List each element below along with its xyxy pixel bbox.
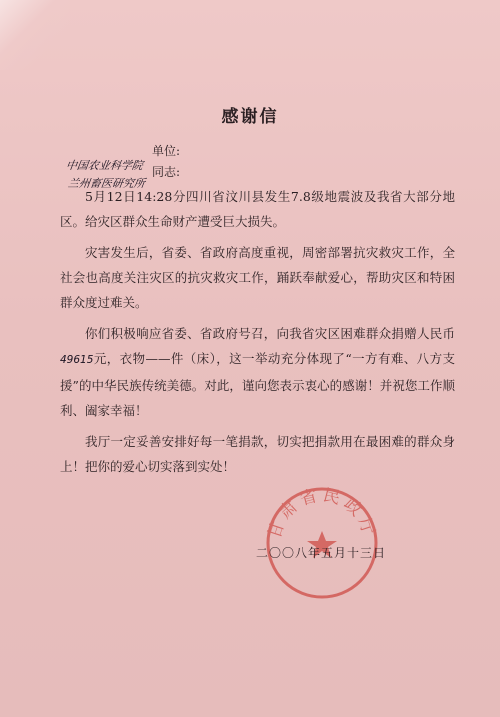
unit-label: 单位:: [152, 144, 181, 158]
paper-fold-corner: [0, 0, 70, 70]
paragraph-earthquake: 5月12日14:28分四川省汶川县发生7.8级地震波及我省大部分地区。给灾区群众生命财产遭受巨大损失。: [60, 189, 455, 229]
donation-amount: 49615: [60, 354, 94, 366]
official-seal: [262, 483, 382, 603]
letter-title: 感谢信: [221, 107, 279, 127]
comrade-label: 同志:: [152, 165, 181, 179]
donation-text-after: 元，衣物——件（床），这一举动充分体现了“一方有难、八方支援”的中华民族传统美德。对此，谨向您表示衷心的感谢！并祝您工作顺利、阖家幸福！: [60, 351, 455, 418]
recipient-handwriting-line2: 兰州畜医研究所: [67, 177, 146, 190]
seal-text: 甘肃省民政厅: [264, 485, 380, 542]
letter-date: 二〇〇八年五月十三日: [256, 546, 387, 560]
paragraph-response: 灾害发生后，省委、省政府高度重视，周密部署抗灾救灾工作，全社会也高度关注灾区的抗灾救灾工作，踊跃奉献爱心，帮助灾区和特困群众度过难关。: [60, 245, 455, 310]
paragraph-donation: [60, 321, 455, 423]
recipient-handwriting-line1: 中国农业科学院: [65, 159, 144, 172]
paragraph-commitment: 我厅一定妥善安排好每一笔捐款，切实把捐款用在最困难的群众身上！把你的爱心切实落到实处！: [60, 434, 455, 474]
donation-text-before: 你们积极响应省委、省政府号召，向我省灾区困难群众捐赠人民币: [85, 326, 455, 341]
